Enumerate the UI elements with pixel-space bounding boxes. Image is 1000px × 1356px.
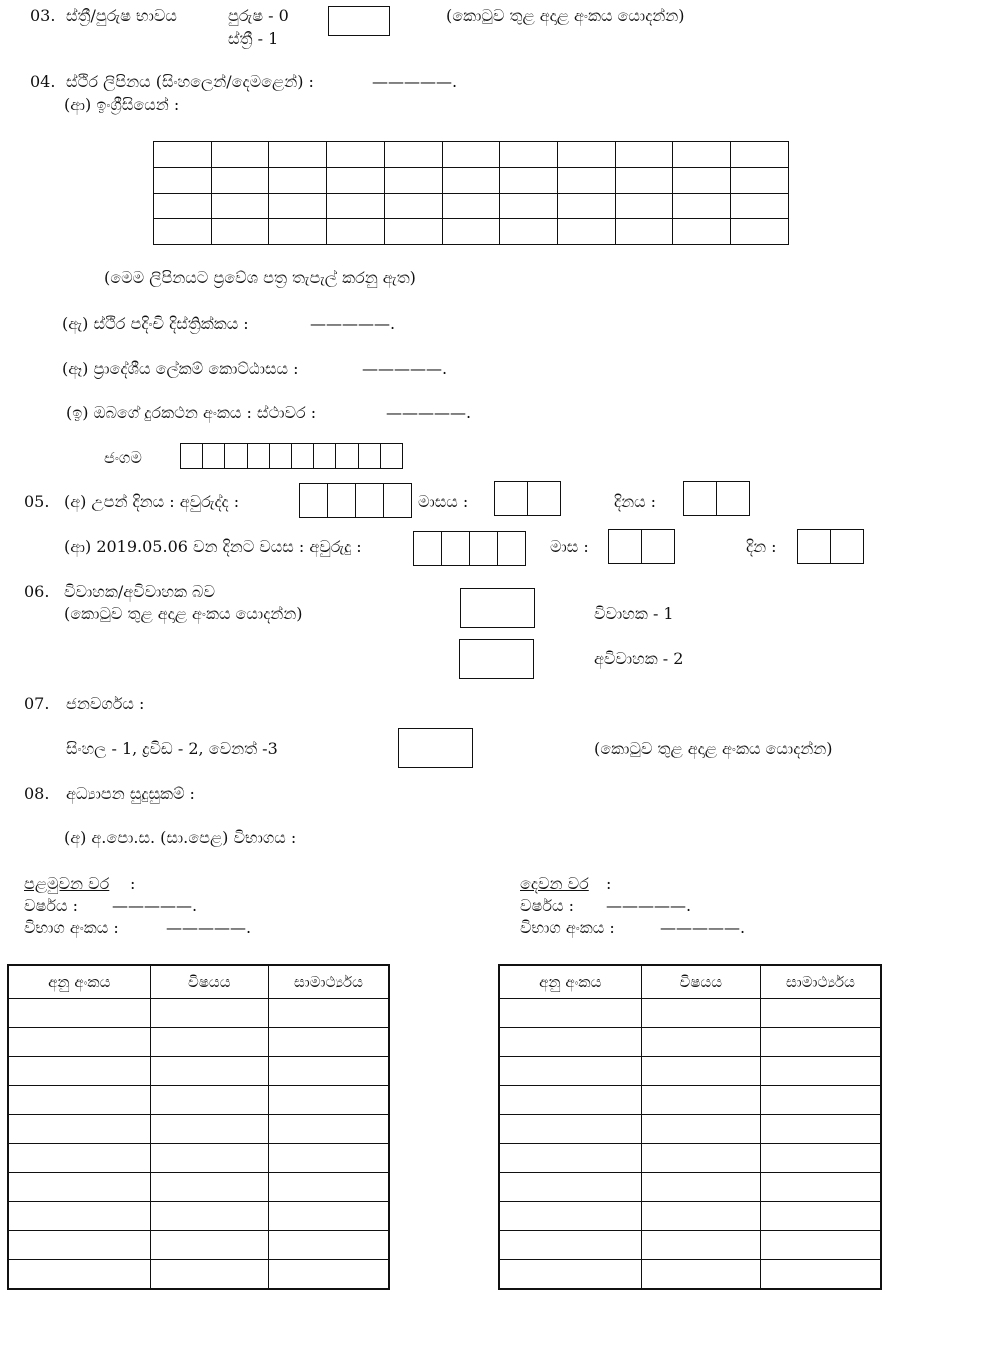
grade-cell[interactable]: [268, 1202, 389, 1231]
address-grid-row: [154, 167, 789, 193]
index-cell[interactable]: [8, 1173, 150, 1202]
first-year-label: වර්ෂය :: [24, 896, 78, 915]
table-row: [8, 1115, 389, 1144]
address-grid-cell[interactable]: [558, 219, 616, 245]
age-days-boxes[interactable]: [797, 529, 864, 564]
address-grid-cell[interactable]: [615, 193, 673, 219]
column-header-grade: සාමාර්ථ්‍යය: [268, 965, 389, 999]
q03-number: 03.: [30, 6, 56, 25]
subject-cell[interactable]: [150, 1144, 268, 1173]
mobile-digit-cell[interactable]: [181, 444, 203, 468]
mobile-digit-cell[interactable]: [225, 444, 247, 468]
address-grid-cell[interactable]: [384, 193, 442, 219]
q03-male-option: පුරුෂ - 0: [228, 6, 289, 25]
subject-cell[interactable]: [641, 1202, 760, 1231]
table-row: [8, 1057, 389, 1086]
table-row: [499, 1260, 881, 1290]
index-cell[interactable]: [8, 1115, 150, 1144]
column-header-grade: සාමාර්ථ්‍යය: [760, 965, 881, 999]
address-grid-cell[interactable]: [384, 219, 442, 245]
first-attempt-colon: :: [130, 874, 136, 893]
table-row: [8, 1173, 389, 1202]
subject-cell[interactable]: [641, 999, 760, 1028]
mobile-digit-cell[interactable]: [381, 444, 402, 468]
age-months-label: මාස :: [550, 537, 589, 556]
address-grid-cell[interactable]: [500, 219, 558, 245]
table-row: [8, 1086, 389, 1115]
address-grid-cell[interactable]: [673, 219, 731, 245]
subject-cell[interactable]: [150, 1115, 268, 1144]
address-grid-cell[interactable]: [442, 142, 500, 168]
grade-cell[interactable]: [760, 999, 881, 1028]
subject-cell[interactable]: [150, 1086, 268, 1115]
address-grid-cell[interactable]: [327, 167, 385, 193]
married-option: විවාහක - 1: [594, 604, 674, 623]
subject-cell[interactable]: [641, 1028, 760, 1057]
index-cell[interactable]: [499, 1202, 641, 1231]
subject-cell[interactable]: [641, 1231, 760, 1260]
address-grid-cell[interactable]: [154, 167, 212, 193]
q03-label: ස්ත්‍රී/පුරුෂ භාවය: [66, 6, 177, 25]
q06-number: 06.: [24, 582, 50, 601]
index-cell[interactable]: [8, 1086, 150, 1115]
address-grid-cell[interactable]: [154, 193, 212, 219]
address-grid-cell[interactable]: [154, 142, 212, 168]
grade-cell[interactable]: [760, 1173, 881, 1202]
ol-exam-label: (අ) අ.පො.ස. (සා.පෙළ) විභාගය :: [64, 828, 297, 847]
english-address-grid[interactable]: [153, 141, 789, 245]
age-days-label: දින :: [746, 537, 777, 556]
address-grid-row: [154, 193, 789, 219]
grade-cell[interactable]: [760, 1231, 881, 1260]
address-grid-row: [154, 219, 789, 245]
address-grid-cell[interactable]: [673, 142, 731, 168]
second-index-fill-line[interactable]: —————.: [660, 918, 746, 937]
birth-month-boxes[interactable]: [494, 481, 561, 516]
address-grid-cell[interactable]: [558, 167, 616, 193]
index-cell[interactable]: [499, 1057, 641, 1086]
address-grid-cell[interactable]: [731, 219, 789, 245]
mobile-digit-cell[interactable]: [248, 444, 270, 468]
ethnicity-input-box[interactable]: [398, 728, 473, 768]
address-grid-cell[interactable]: [558, 193, 616, 219]
birth-day-boxes[interactable]: [683, 481, 750, 516]
first-index-label: විභාග අංකය :: [24, 918, 119, 937]
age-years-label: (ආ) 2019.05.06 වන දිනට වයස : අවුරුදු :: [64, 537, 362, 556]
subject-cell[interactable]: [641, 1086, 760, 1115]
subject-cell[interactable]: [150, 1260, 268, 1290]
grade-cell[interactable]: [268, 1260, 389, 1290]
address-grid-cell[interactable]: [731, 193, 789, 219]
unmarried-input-box[interactable]: [459, 639, 534, 679]
grade-cell[interactable]: [268, 1173, 389, 1202]
age-months-boxes[interactable]: [608, 529, 675, 564]
q03-instruction: (කොටුව තුළ අදාළ අංකය යොදන්න): [446, 6, 685, 25]
address-grid-cell[interactable]: [500, 193, 558, 219]
address-grid-cell[interactable]: [442, 167, 500, 193]
index-cell[interactable]: [499, 1028, 641, 1057]
second-year-label: වර්ෂය :: [520, 896, 574, 915]
grade-cell[interactable]: [268, 999, 389, 1028]
index-cell[interactable]: [499, 1260, 641, 1290]
q04-label: ස්ථිර ලිපිනය (සිංහලෙන්/දෙමළෙන්) :: [66, 72, 314, 91]
address-grid-cell[interactable]: [211, 193, 269, 219]
birth-day-label: දිනය :: [614, 492, 657, 511]
address-grid-cell[interactable]: [269, 142, 327, 168]
q07-number: 07.: [24, 694, 50, 713]
address-grid-cell[interactable]: [615, 142, 673, 168]
index-cell[interactable]: [8, 1028, 150, 1057]
ethnicity-options: සිංහල - 1, ද්‍රවිඩ - 2, වෙනත් -3: [66, 739, 278, 758]
mobile-digit-cell[interactable]: [292, 444, 314, 468]
address-grid-cell[interactable]: [269, 219, 327, 245]
subject-cell[interactable]: [150, 1057, 268, 1086]
address-grid-cell[interactable]: [384, 142, 442, 168]
index-cell[interactable]: [499, 1144, 641, 1173]
q04-number: 04.: [30, 72, 56, 91]
index-cell[interactable]: [499, 1086, 641, 1115]
first-year-fill-line[interactable]: —————.: [112, 896, 198, 915]
subject-cell[interactable]: [641, 1144, 760, 1173]
index-cell[interactable]: [499, 1231, 641, 1260]
address-grid-cell[interactable]: [500, 167, 558, 193]
q08-label: අධ්‍යාපන සුදුසුකම් :: [66, 784, 195, 803]
index-cell[interactable]: [499, 1173, 641, 1202]
address-grid-row: [154, 142, 789, 168]
birth-month-label: මාසය :: [418, 492, 469, 511]
column-header-index: අනු අංකය: [499, 965, 641, 999]
address-grid-cell[interactable]: [211, 219, 269, 245]
index-cell[interactable]: [499, 1115, 641, 1144]
address-grid-cell[interactable]: [615, 219, 673, 245]
address-grid-cell[interactable]: [731, 142, 789, 168]
grade-cell[interactable]: [760, 1086, 881, 1115]
column-header-subject: විෂයය: [641, 965, 760, 999]
divisional-secretariat-fill-line[interactable]: —————.: [362, 359, 448, 378]
gender-input-box[interactable]: [328, 6, 390, 36]
grade-cell[interactable]: [760, 1144, 881, 1173]
telephone-label: (ඉ) ඔබගේ දුරකථන අංකය : ස්ථාවර :: [66, 403, 317, 422]
second-year-fill-line[interactable]: —————.: [606, 896, 692, 915]
q07-instruction: (කොටුව තුළ අදාළ අංකය යොදන්න): [594, 739, 833, 758]
address-note: (මෙම ලිපිනයට ප්‍රවේශ පත්‍ර තැපැල් කරනු ඇත): [104, 268, 416, 287]
address-grid-cell[interactable]: [327, 219, 385, 245]
landline-fill-line[interactable]: —————.: [386, 403, 472, 422]
grade-cell[interactable]: [760, 1057, 881, 1086]
index-cell[interactable]: [8, 999, 150, 1028]
table-row: [499, 1231, 881, 1260]
table-row: [499, 1028, 881, 1057]
grade-cell[interactable]: [760, 1028, 881, 1057]
birth-year-label: (අ) උපන් දිනය : අවුරුද්ද :: [64, 492, 240, 511]
second-attempt-title: දෙවන වර: [520, 874, 589, 893]
second-attempt-colon: :: [606, 874, 612, 893]
column-header-index: අනු අංකය: [8, 965, 150, 999]
table-row: [499, 1173, 881, 1202]
grade-cell[interactable]: [760, 1260, 881, 1290]
address-grid-cell[interactable]: [327, 142, 385, 168]
first-index-fill-line[interactable]: —————.: [166, 918, 252, 937]
grade-cell[interactable]: [268, 1231, 389, 1260]
index-cell[interactable]: [8, 1144, 150, 1173]
q05-number: 05.: [24, 492, 50, 511]
subject-cell[interactable]: [641, 1115, 760, 1144]
subject-cell[interactable]: [150, 1231, 268, 1260]
address-grid-cell[interactable]: [211, 167, 269, 193]
q08-number: 08.: [24, 784, 50, 803]
address-grid-cell[interactable]: [673, 193, 731, 219]
q06-instruction: (කොටුව තුළ අදාළ අංකය යොදන්න): [64, 604, 303, 623]
index-cell[interactable]: [8, 1231, 150, 1260]
index-cell[interactable]: [8, 1260, 150, 1290]
grade-cell[interactable]: [760, 1202, 881, 1231]
q04-fill-line[interactable]: —————.: [372, 72, 458, 91]
divisional-secretariat-label: (ඈ) ප්‍රාදේශීය ලේකම් කොට්ඨාසය :: [62, 359, 299, 378]
grade-cell[interactable]: [760, 1115, 881, 1144]
table-row: [499, 1057, 881, 1086]
subject-cell[interactable]: [150, 1173, 268, 1202]
q03-female-option: ස්ත්‍රී - 1: [228, 29, 279, 48]
address-grid-cell[interactable]: [327, 193, 385, 219]
first-attempt-results-table[interactable]: [7, 964, 390, 1290]
table-row: [499, 1115, 881, 1144]
index-cell[interactable]: [8, 1202, 150, 1231]
grade-cell[interactable]: [268, 1115, 389, 1144]
subject-cell[interactable]: [641, 1173, 760, 1202]
address-grid-cell[interactable]: [442, 219, 500, 245]
mobile-digit-cell[interactable]: [270, 444, 292, 468]
table-row: [499, 1202, 881, 1231]
address-grid-cell[interactable]: [442, 193, 500, 219]
column-header-subject: විෂයය: [150, 965, 268, 999]
subject-cell[interactable]: [150, 1202, 268, 1231]
district-fill-line[interactable]: —————.: [310, 314, 396, 333]
q04-english-label: (ආ) ඉංග්‍රීසියෙන් :: [64, 95, 180, 114]
subject-cell[interactable]: [641, 1057, 760, 1086]
mobile-digit-cell[interactable]: [314, 444, 336, 468]
subject-cell[interactable]: [150, 999, 268, 1028]
index-cell[interactable]: [499, 999, 641, 1028]
mobile-digit-cell[interactable]: [336, 444, 358, 468]
mobile-digit-cell[interactable]: [203, 444, 225, 468]
grade-cell[interactable]: [268, 1086, 389, 1115]
grade-cell[interactable]: [268, 1057, 389, 1086]
table-row: [499, 1144, 881, 1173]
table-row: [8, 1202, 389, 1231]
address-grid-cell[interactable]: [269, 193, 327, 219]
table-row: [8, 1260, 389, 1290]
grade-cell[interactable]: [268, 1144, 389, 1173]
subject-cell[interactable]: [641, 1260, 760, 1290]
age-years-boxes[interactable]: [413, 531, 526, 566]
address-grid-cell[interactable]: [154, 219, 212, 245]
q06-label: විවාහක/අවිවාහක බව: [64, 582, 215, 601]
address-grid-cell[interactable]: [211, 142, 269, 168]
table-row: [499, 999, 881, 1028]
address-grid-cell[interactable]: [500, 142, 558, 168]
district-label: (ඇ) ස්ථිර පදිංචි දිස්ත්‍රික්කය :: [62, 314, 249, 333]
address-grid-cell[interactable]: [673, 167, 731, 193]
index-cell[interactable]: [8, 1057, 150, 1086]
first-attempt-title: පළමුවන වර: [24, 874, 110, 893]
second-index-label: විභාග අංකය :: [520, 918, 615, 937]
table-row: [8, 1028, 389, 1057]
grade-cell[interactable]: [268, 1028, 389, 1057]
address-grid-cell[interactable]: [615, 167, 673, 193]
table-row: [8, 1144, 389, 1173]
address-grid-cell[interactable]: [269, 167, 327, 193]
mobile-digit-cell[interactable]: [359, 444, 381, 468]
unmarried-option: අවිවාහක - 2: [594, 649, 684, 668]
address-grid-cell[interactable]: [558, 142, 616, 168]
married-input-box[interactable]: [460, 588, 535, 628]
birth-year-boxes[interactable]: [299, 483, 412, 518]
mobile-label: ජංගම: [104, 448, 142, 467]
address-grid-cell[interactable]: [384, 167, 442, 193]
table-row: [499, 1086, 881, 1115]
address-grid-cell[interactable]: [731, 167, 789, 193]
table-row: [8, 999, 389, 1028]
second-attempt-results-table[interactable]: [498, 964, 882, 1290]
mobile-number-boxes[interactable]: [180, 443, 403, 469]
subject-cell[interactable]: [150, 1028, 268, 1057]
table-row: [8, 1231, 389, 1260]
q07-label: ජනවර්ගය :: [66, 694, 145, 713]
